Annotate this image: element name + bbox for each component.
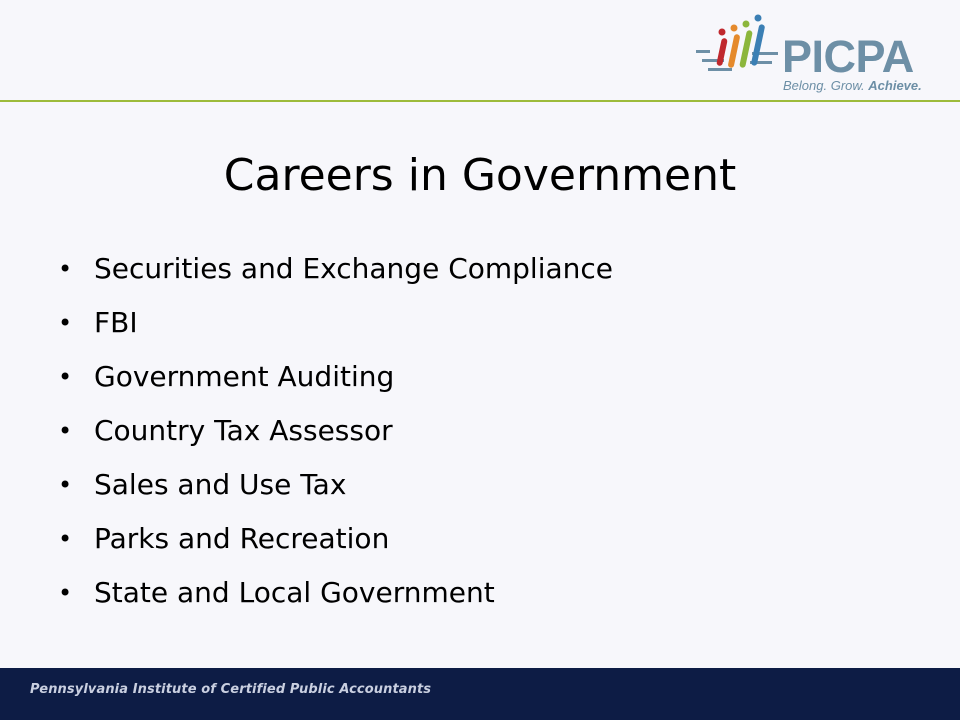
logo-tagline <box>783 79 922 92</box>
header-divider <box>0 100 960 102</box>
slide-title: Careers in Government <box>223 150 737 201</box>
logo-wordmark: PICPA <box>782 31 914 82</box>
slide-footer <box>0 668 960 720</box>
tagline-part2: Achieve. <box>868 78 922 93</box>
bullet-item <box>58 247 613 301</box>
bullet-item <box>58 301 613 355</box>
footer-text: Pennsylvania Institute of Certified Public Accountants <box>30 682 432 697</box>
bullet-text: State and Local Government <box>94 576 495 609</box>
bullet-text: Sales and Use Tax <box>94 468 347 501</box>
bullet-dot-icon: • <box>58 417 73 445</box>
bullet-text: Securities and Exchange Compliance <box>94 252 614 285</box>
bullet-text: Government Auditing <box>94 360 395 393</box>
bullet-item <box>58 409 613 463</box>
picpa-logo <box>694 12 944 94</box>
bullet-item <box>58 463 613 517</box>
bullet-dot-icon: • <box>58 471 73 499</box>
people-figures-icon <box>694 12 780 78</box>
bullet-dot-icon: • <box>58 525 73 553</box>
bullet-text: Country Tax Assessor <box>94 414 393 447</box>
bullet-item <box>58 571 613 625</box>
bullet-dot-icon: • <box>58 309 73 337</box>
bullet-item <box>58 517 613 571</box>
bullet-item <box>58 355 613 409</box>
bullet-text: FBI <box>94 306 138 339</box>
bullet-dot-icon: • <box>58 363 73 391</box>
bullet-list <box>58 247 613 625</box>
tagline-part1: Belong. Grow. <box>783 78 869 93</box>
slide-header <box>0 0 960 101</box>
bullet-text: Parks and Recreation <box>94 522 390 555</box>
bullet-dot-icon: • <box>58 579 73 607</box>
bullet-dot-icon: • <box>58 255 73 283</box>
